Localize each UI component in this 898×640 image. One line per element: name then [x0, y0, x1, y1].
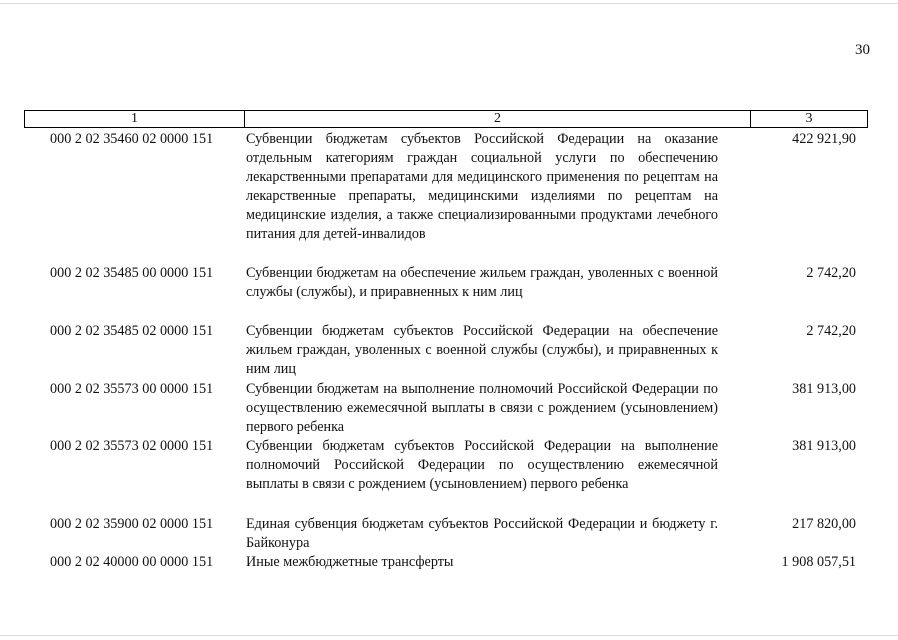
- header-col-2: 2: [244, 111, 750, 127]
- budget-code: 000 2 02 35485 00 0000 151: [50, 265, 214, 281]
- row-amount: 2 742,20: [806, 265, 856, 281]
- scan-edge-bottom: [0, 635, 898, 636]
- budget-code: 000 2 02 40000 00 0000 151: [50, 554, 214, 570]
- row-amount: 381 913,00: [792, 438, 856, 454]
- table-header: [24, 110, 868, 128]
- row-description: Субвенции бюджетам на выполнение полномочий Российской Федерации по осуществлению ежемесячной выплаты в связи с рождением (усыновлением) первого ребенка: [246, 381, 718, 435]
- row-description: Субвенции бюджетам субъектов Российской Федерации на оказание отдельным категориям граждан социальной услуги по обеспечению лекарственными препаратами для медицинского применения по рецептам на лекарственные препараты, медицинскими изделиями по рецептам на медицинские изделия, а также специализированными продуктами лечебного питания для детей-инвалидов: [246, 131, 718, 242]
- page-number: 30: [855, 42, 870, 58]
- scan-edge-top: [0, 3, 898, 4]
- row-description: Единая субвенция бюджетам субъектов Российской Федерации и бюджету г. Байконура: [246, 516, 718, 551]
- budget-code: 000 2 02 35573 00 0000 151: [50, 381, 214, 397]
- budget-code: 000 2 02 35573 02 0000 151: [50, 438, 214, 454]
- header-col-3: 3: [750, 111, 867, 127]
- budget-code: 000 2 02 35900 02 0000 151: [50, 516, 214, 532]
- row-description: Субвенции бюджетам на обеспечение жильем граждан, уволенных с военной службы (службы), и приравненных к ним лиц: [246, 265, 718, 300]
- budget-code: 000 2 02 35460 02 0000 151: [50, 131, 214, 147]
- row-description: Субвенции бюджетам субъектов Российской Федерации на обеспечение жильем граждан, уволенных с военной службы (службы), и приравненных к ним лиц: [246, 323, 718, 377]
- row-amount: 1 908 057,51: [781, 554, 856, 570]
- header-col-1: 1: [131, 111, 138, 126]
- row-amount: 422 921,90: [792, 131, 856, 147]
- row-amount: 2 742,20: [806, 323, 856, 339]
- budget-code: 000 2 02 35485 02 0000 151: [50, 323, 214, 339]
- row-amount: 381 913,00: [792, 381, 856, 397]
- row-amount: 217 820,00: [792, 516, 856, 532]
- row-description: Субвенции бюджетам субъектов Российской Федерации на выполнение полномочий Российской Федерации по осуществлению ежемесячной выплаты в связи с рождением (усыновлением) первого ребенка: [246, 438, 718, 492]
- row-description: Иные межбюджетные трансферты: [246, 554, 454, 570]
